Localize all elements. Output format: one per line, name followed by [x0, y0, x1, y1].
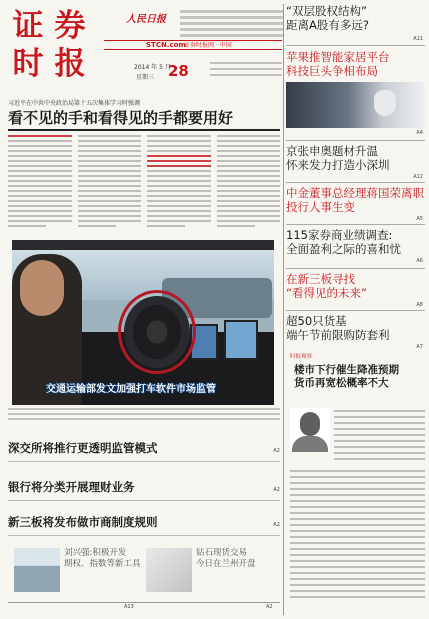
- index-headline[interactable]: [8, 514, 280, 530]
- column-divider: [283, 4, 284, 615]
- page-ref: A2: [266, 604, 273, 610]
- photo-caption: 交通运输部发文加强打车软件市场监管: [46, 384, 216, 395]
- index-headline-title[interactable]: 深交所将推行更透明监管模式: [8, 441, 158, 455]
- taxi-driver-photo[interactable]: [12, 240, 274, 405]
- steering-wheel-icon: [124, 296, 190, 368]
- right-headline[interactable]: [286, 272, 425, 308]
- masthead: [4, 2, 282, 84]
- lead-headline[interactable]: 看不见的手和看得见的手都要用好: [8, 109, 234, 127]
- logo-char: 时: [12, 46, 44, 82]
- lead-kicker: 习近平在中共中央政治局第十五次集体学习时强调: [8, 100, 141, 107]
- teaser-item[interactable]: [14, 548, 146, 598]
- commentary-body-text: [334, 410, 425, 464]
- teaser-text: 刘兴强:积极开发 期权、指数等新工具: [64, 548, 141, 569]
- page-ref: A2: [273, 487, 280, 493]
- page-ref: A2: [273, 522, 280, 528]
- right-headline[interactable]: [286, 144, 425, 180]
- headline-line: 在新三板寻找: [286, 272, 355, 286]
- teaser-thumbnail: [14, 548, 60, 592]
- author-portrait: [290, 408, 330, 452]
- page-ref: A13: [124, 604, 134, 610]
- issue-weekday: 星期三: [136, 74, 155, 81]
- headline-line: 中金董事总经理蒋国荣离职: [286, 186, 424, 200]
- teaser-item[interactable]: [146, 548, 278, 598]
- commentary-tag: 时报观察: [290, 354, 313, 360]
- teaser-thumbnail: [146, 548, 192, 592]
- headline-line: 全面盈利之际的喜和忧: [286, 242, 401, 256]
- headline-line: 距离A股有多远?: [286, 18, 369, 32]
- apple-store-photo[interactable]: [286, 82, 425, 128]
- headline-line: 投行人事生变: [286, 200, 355, 214]
- index-headline-title[interactable]: 新三板将发布做市商制度规则: [8, 515, 158, 529]
- newspaper-logo: [8, 8, 94, 82]
- issue-day-number: 28: [168, 62, 189, 80]
- page-ref: A4: [416, 130, 423, 136]
- commentary-headline[interactable]: 楼市下行催生降准预期 货币再宽松概率不大: [294, 364, 399, 389]
- page-ref: A6: [416, 258, 423, 264]
- right-headline[interactable]: [286, 186, 425, 222]
- page-ref: A2: [273, 448, 280, 454]
- photo-caption-body: [8, 408, 280, 423]
- right-headline[interactable]: [286, 228, 425, 264]
- page-ref: A7: [416, 344, 423, 350]
- headline-line: 端午节前限购防套利: [286, 328, 390, 342]
- site-tagline: 证券时报网 · 中国: [184, 42, 232, 49]
- logo-char: 券: [54, 8, 86, 44]
- right-headline[interactable]: [286, 50, 425, 78]
- index-headline[interactable]: [8, 479, 280, 495]
- headline-line: “看得见的未来”: [286, 286, 367, 300]
- page-ref: A12: [413, 174, 423, 180]
- publisher-info-lines: [180, 10, 284, 40]
- apple-logo-icon: [374, 90, 396, 116]
- index-headline[interactable]: [8, 440, 280, 456]
- page-ref: A5: [416, 216, 423, 222]
- peoples-daily-brand: 人民日报: [126, 14, 166, 25]
- headline-line: 科技巨头争相布局: [286, 64, 378, 78]
- logo-char: 报: [54, 46, 86, 82]
- site-url[interactable]: STCN.com: [146, 41, 186, 49]
- page-ref: A11: [413, 36, 423, 42]
- page-ref: A8: [416, 302, 423, 308]
- index-headline-title[interactable]: 银行将分类开展理财业务: [8, 480, 135, 494]
- commentary-body-text: [290, 470, 425, 602]
- headline-line: 115家券商业绩调查:: [286, 228, 393, 242]
- bottom-rule: [8, 602, 280, 603]
- headline-line: 苹果推智能家居平台: [286, 50, 390, 64]
- edition-info-lines: [210, 62, 282, 80]
- lead-body-text: [8, 135, 280, 235]
- teaser-text: 钻石现货交易 今日在兰州开盘: [196, 548, 256, 569]
- headline-line: “双层股权结构”: [286, 4, 367, 18]
- right-headline[interactable]: [286, 314, 425, 350]
- logo-char: 证: [12, 8, 44, 44]
- issue-date: 2014 年 5 月: [134, 64, 171, 71]
- headline-line: 京张申奥题材升温: [286, 144, 378, 158]
- headline-line: 超50只货基: [286, 314, 347, 328]
- right-index-column: [286, 0, 429, 619]
- headline-line: 怀来发力打造小深圳: [286, 158, 390, 172]
- right-headline[interactable]: [286, 4, 425, 42]
- headline-rule: [8, 129, 280, 131]
- site-bar: [104, 40, 282, 50]
